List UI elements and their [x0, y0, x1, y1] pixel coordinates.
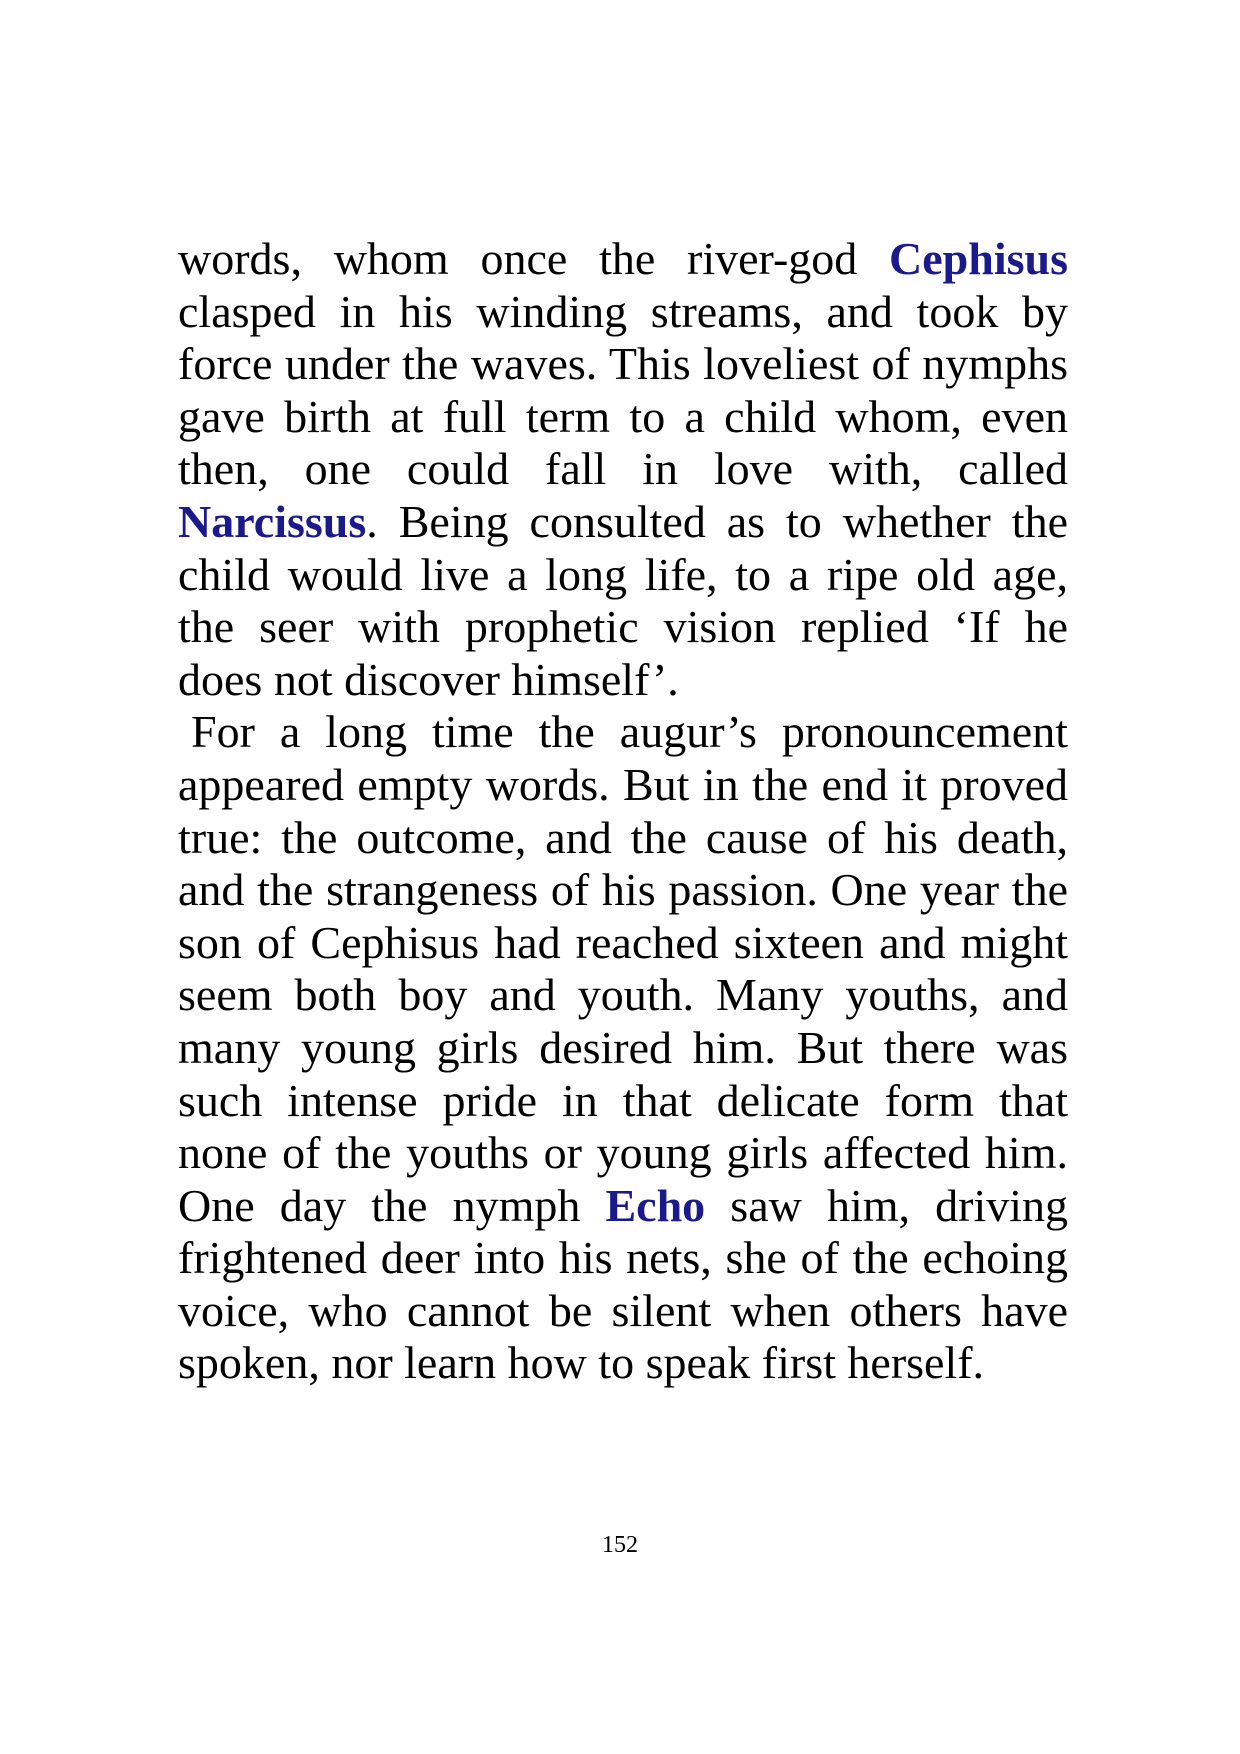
name-cephisus: Cephisus — [889, 233, 1068, 284]
name-echo: Echo — [605, 1179, 706, 1231]
paragraph-2 — [178, 706, 1068, 1390]
paragraph-1 — [178, 233, 1068, 706]
page-body — [178, 233, 1068, 1390]
paragraph-1-text-2: clasped in his winding streams, and took by force under the waves. This loveliest of nymphs gave birth at full term to a child whom, even then, one could fall in love with, called — [178, 285, 1068, 495]
page-number: 152 — [602, 1532, 638, 1558]
paragraph-1-text-1: words, whom once the river-god — [178, 233, 890, 284]
name-narcissus: Narcissus — [178, 495, 367, 547]
paragraph-2-text-2: saw him, driving frightened deer into his nets, she of the echoing voice, who cannot be silent when others have spoken, nor learn how to speak first herself. — [178, 1179, 1069, 1389]
paragraph-2-text-1: For a long time the augur’s pronouncement appeared empty words. But in the end it proved true: the outcome, and the cause of his death, and the strangeness of his passion. One year the son of Cephisus had reached sixteen and might seem both boy and youth. Many youths, and many young girls desired him. But there was such intense pride in that delicate form that none of the youths or young girls affected him. One day the nymph — [178, 706, 1068, 1231]
paragraph-1-text-3: . Being consulted as to whether the child would live a long life, to a ripe old age, the seer with prophetic vision replied ‘If he does not discover himself’. — [178, 495, 1068, 705]
